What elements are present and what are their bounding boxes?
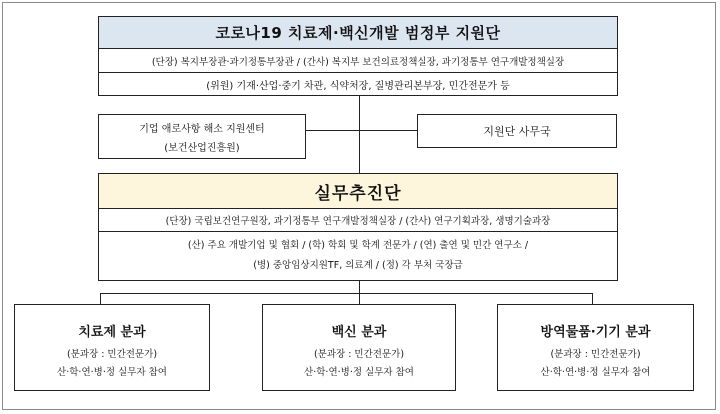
connector-division-2 bbox=[359, 293, 360, 304]
division-members: 산·학·연·병·정 실무자 참여 bbox=[540, 367, 651, 378]
division-head: (분과장 : 민간전문가) bbox=[66, 349, 158, 360]
division-members: 산·학·연·병·정 실무자 참여 bbox=[57, 367, 167, 378]
connector-divisions-horizontal bbox=[100, 293, 593, 294]
connector-main-vertical bbox=[359, 95, 360, 173]
support-group-leads: (단장) 복지부장관·과기정통부장관 / (간사) 복지부 보건의료정책실장, 과기정통부 연구개발정책실장 bbox=[99, 50, 617, 73]
division-title: 치료제 분과 bbox=[78, 324, 146, 340]
division-title: 백신 분과 bbox=[331, 324, 387, 340]
connector-division-3 bbox=[592, 293, 593, 304]
connector-support-center bbox=[306, 130, 359, 131]
task-force-members-line1: (산) 주요 개발기업 및 협회 / (학) 학회 및 학계 전문가 / (연) 출연 및 민간 연구소 / bbox=[187, 240, 529, 251]
division-box-vaccine bbox=[262, 304, 456, 391]
connector-division-1 bbox=[100, 293, 101, 304]
support-group-members: (위원) 기재·산업·중기 차관, 식약처장, 질병관리본부장, 민간전문가 등 bbox=[206, 80, 510, 92]
task-force-title: 실무추진단 bbox=[99, 174, 617, 209]
task-force-box bbox=[98, 173, 618, 281]
division-members: 산·학·연·병·정 실무자 참여 bbox=[304, 367, 414, 378]
division-head: (분과장 : 민간전문가) bbox=[550, 349, 641, 360]
division-head: (분과장 : 민간전문가) bbox=[313, 349, 405, 360]
task-force-leads: (단장) 국립보건연구원장, 과기정통부 연구개발정책실장 / (간사) 연구기획과장, 생명기술과장 bbox=[99, 209, 617, 232]
division-title: 방역물품·기기 분과 bbox=[540, 324, 651, 340]
support-center-box bbox=[98, 114, 306, 159]
support-group-title: 코로나19 치료제·백신개발 범정부 지원단 bbox=[99, 17, 617, 49]
connector-secretariat bbox=[360, 130, 417, 131]
connector-to-divisions bbox=[359, 281, 360, 293]
task-force-members-line2: (병) 중앙임상지원TF, 의료계 / (정) 각 부처 국장급 bbox=[253, 260, 463, 271]
secretariat-box bbox=[417, 114, 617, 148]
support-group-box bbox=[98, 16, 618, 96]
division-box-quarantine-supplies bbox=[497, 304, 694, 391]
support-center-name: 기업 애로사항 해소 지원센터 bbox=[139, 124, 265, 135]
support-center-org: (보건산업진흥원) bbox=[164, 143, 240, 154]
secretariat-label: 지원단 사무국 bbox=[483, 125, 551, 138]
division-box-therapeutics bbox=[14, 304, 210, 391]
